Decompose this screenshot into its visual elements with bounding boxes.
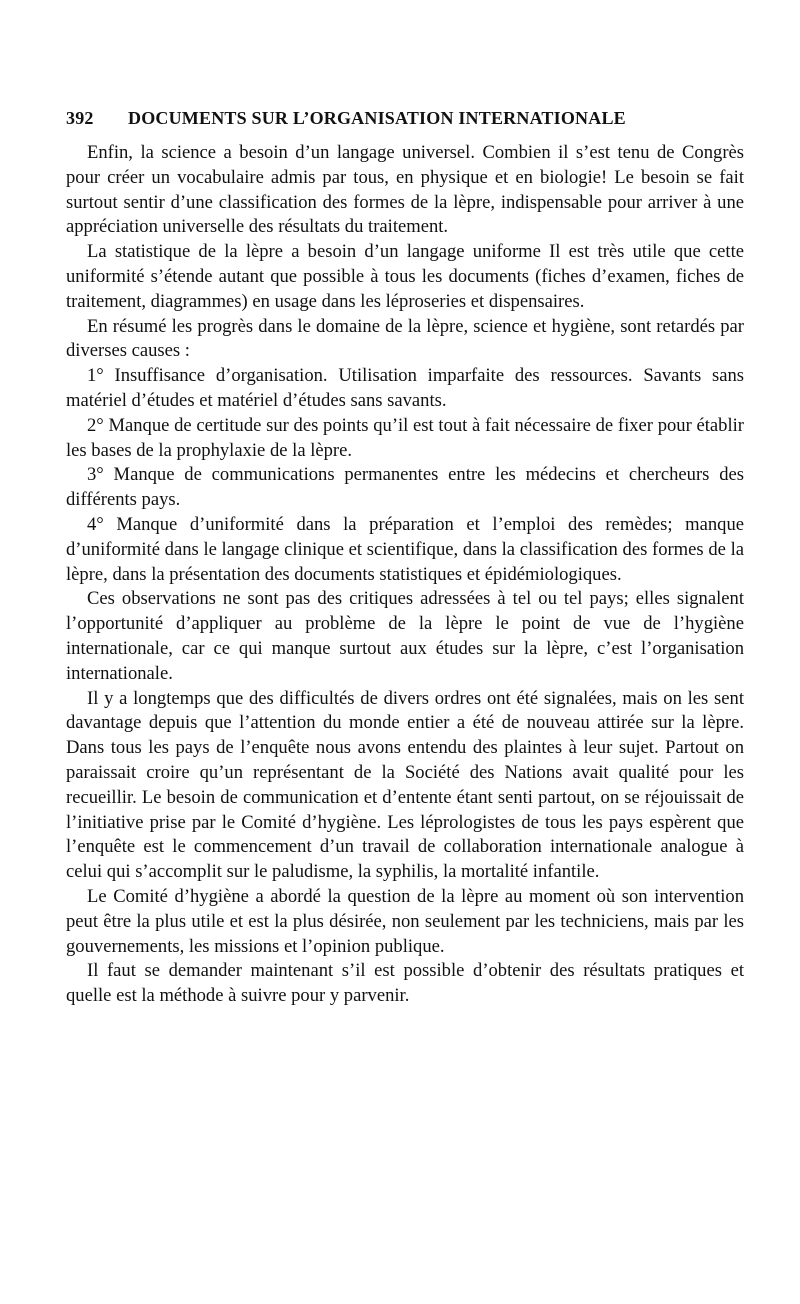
paragraph: Enfin, la science a besoin d’un langage universel. Combien il s’est tenu de Congrès pour créer un vocabulaire admis par tous, en physique et en biologie! Le besoin se fait surtout sentir d’une classification des formes de la lèpre, indispensable pour arriver à une appréciation universelle des résultats du traitement. [66,142,744,238]
list-item-4: 4° Manque d’uniformité dans la préparation et l’emploi des remèdes; manque d’uniformité dans le langage clinique et scientifique, dans la classification des formes de la lèpre, dans la présentation des documents statistiques et épidémiologiques. [66,513,744,585]
paragraph: Ces observations ne sont pas des critiques adressées à tel ou tel pays; elles signalent l’opportunité d’appliquer au problème de la lèpre le point de vue de l’hygiène internationale, car ce qui manque surtout aux études sur la lèpre, c’est l’organisation internationale. [66,588,744,684]
paragraph: Il y a longtemps que des difficultés de divers ordres ont été signalées, mais on les sent davantage depuis que l’attention du monde entier a été de nouveau attirée sur la lèpre. Dans tous les pays de l’enquête nous avons entendu des plaintes à leur sujet. Partout on paraissait croire qu’un représentant de la Société des Nations avait qualité pour les recueillir. Le besoin de communication et d’entente étant senti partout, on se réjouissait de l’initiative prise par le Comité d’hygiène. Les léprologistes de tous les pays espèrent que l’enquête est le commencement d’un travail de collaboration internationale analogue à celui qui s’accomplit sur le paludisme, la syphilis, la mortalité infantile. [66,687,744,883]
list-item-2: 2° Manque de certitude sur des points qu’il est tout à fait nécessaire de fixer pour établir les bases de la prophylaxie de la lèpre. [66,414,744,461]
page-number: 392 [66,108,94,128]
running-title: DOCUMENTS SUR L’ORGANISATION INTERNATIONALE [128,108,626,128]
paragraph: En résumé les progrès dans le domaine de la lèpre, science et hygiène, sont retardés par diverses causes : [66,315,744,362]
paragraph: La statistique de la lèpre a besoin d’un langage uniforme Il est très utile que cette uniformité s’étende autant que possible à tous les documents (fiches d’examen, fiches de traitement, diagrammes) en usage dans les léproseries et dispensaires. [66,241,744,312]
list-item-3: 3° Manque de communications permanentes entre les médecins et chercheurs des différents pays. [66,464,744,511]
paragraph: Il faut se demander maintenant s’il est possible d’obtenir des résultats pratiques et quelle est la méthode à suivre pour y parvenir. [66,960,744,1007]
paragraph: Le Comité d’hygiène a abordé la question de la lèpre au moment où son intervention peut être la plus utile et est la plus désirée, non seulement par les techniciens, mais par les gouvernements, les missions et l’opinion publique. [66,885,744,957]
body-text [66,141,744,1009]
list-item-1: 1° Insuffisance d’organisation. Utilisation imparfaite des ressources. Savants sans matériel d’études et matériel d’études sans savants. [66,365,744,411]
running-header [66,108,744,129]
document-page [66,108,744,1009]
